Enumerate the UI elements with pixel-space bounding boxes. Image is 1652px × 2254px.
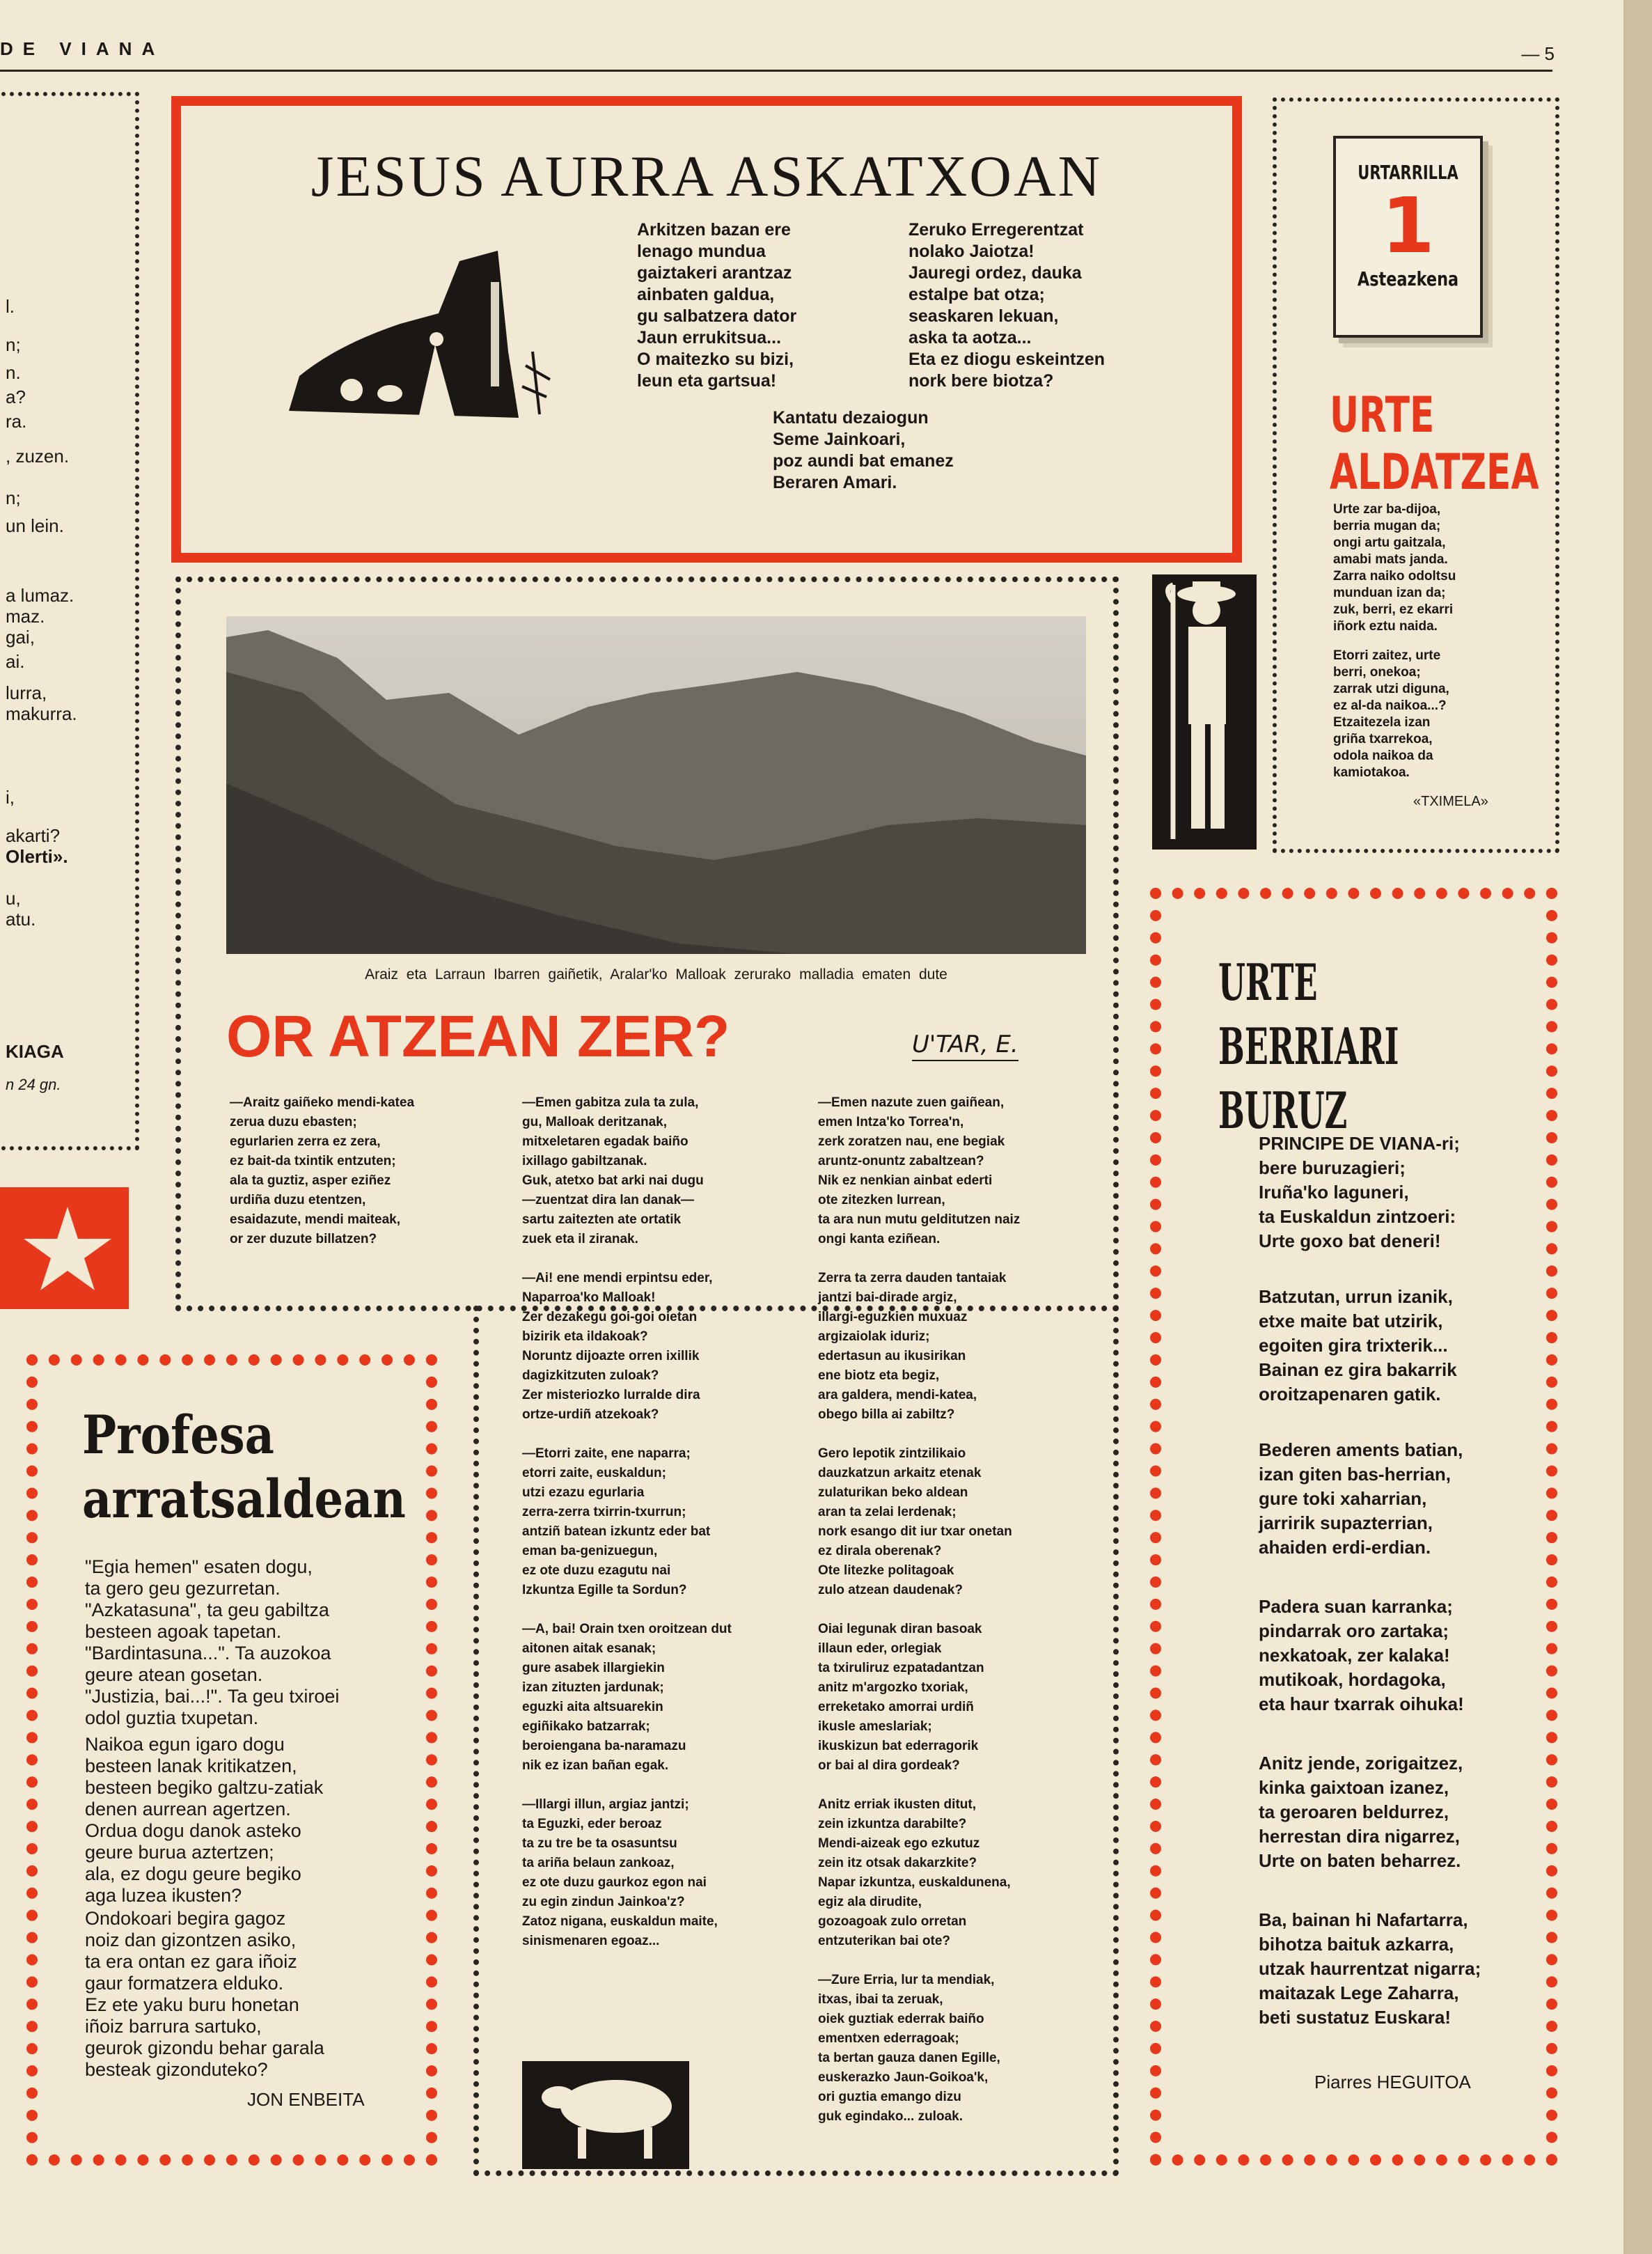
atzean-title: OR ATZEAN ZER? bbox=[226, 1003, 730, 1069]
left-column-line: , zuzen. bbox=[6, 446, 70, 467]
page-edge bbox=[1623, 0, 1652, 2254]
left-column-line: a? bbox=[6, 386, 26, 407]
left-column-line: ra. bbox=[6, 411, 27, 432]
left-column-line: akarti? bbox=[6, 825, 61, 846]
berriari-stanza-3: Bederen aments batian, izan giten bas-herrian, gure toki xaharrian, jarririk supazterrian, ahaiden erdi-erdian. bbox=[1259, 1439, 1463, 1558]
left-column-line: ai. bbox=[6, 651, 25, 672]
left-column-line: KIAGA bbox=[6, 1041, 64, 1062]
left-column-line: n 24 gn. bbox=[6, 1076, 61, 1093]
sheep-woodcut bbox=[522, 2061, 689, 2169]
star-icon bbox=[0, 1187, 129, 1309]
berriari-title: URTE BERRIARI BURUZ bbox=[1218, 953, 1399, 1140]
shepherd-woodcut bbox=[1152, 574, 1257, 850]
mountain-photo bbox=[226, 616, 1086, 954]
left-column-line: maz. bbox=[6, 606, 45, 627]
photo-caption: Araiz eta Larraun Ibarren gaiñetik, Aralar'ko Malloak zerurako malladia ematen dute bbox=[365, 966, 947, 983]
star-box bbox=[0, 1187, 129, 1309]
left-column-line: lurra, bbox=[6, 682, 47, 703]
left-column-line: a lumaz. bbox=[6, 585, 74, 606]
berriari-stanza-4: Padera suan karranka; pindarrak oro zartaka; nexkatoak, zer kalaka! mutikoak, hordagoka, eta haur txarrak oihuka! bbox=[1259, 1596, 1464, 1714]
jesus-title: JESUS AURRA ASKATXOAN bbox=[310, 144, 1103, 209]
header-rule bbox=[0, 70, 1552, 72]
left-column-line: i, bbox=[6, 787, 15, 808]
left-column-line: makurra. bbox=[6, 703, 77, 724]
berriari-stanza-6: Ba, bainan hi Nafartarra, bihotza baituk azkarra, utzak haurrentzat nigarra; maitazak Lege Zaharra, beti sustatuz Euskara! bbox=[1259, 1909, 1481, 2028]
left-column-line: gai, bbox=[6, 627, 35, 648]
berriari-stanza-5: Anitz jende, zorigaitzez, kinka gaixtoan izanez, ta geroaren beldurrez, herrestan dira nigarrez, Urte on baten beharrez. bbox=[1259, 1753, 1463, 1871]
profesa-author: JON ENBEITA bbox=[247, 2089, 365, 2110]
atzean-column-2: —Emen gabitza zula ta zula, gu, Malloak deritzanak, mitxeletaren egadak baiño ixillago gabiltzanak. Guk, atetxo bat arki nai dugu —zuentzat dira lan danak— sartu zaitezten ate ortatik zuek eta il ziranak. —Ai! ene mendi erpintsu eder, Naparroa'ko Malloak! Zer dezakegu goi-goi oietan bizirik eta ildakoak? Noruntz dijoazte orren ixillik dagizkitzuten zuloak? Zer misteriozko lurralde dira ortze-urdiñ atzekoak? —Etorri zaite, ene naparra; etorri zaite, euskaldun; utzi ezazu egurlaria zerra-zerra txirrin-txurrun; antziñ batean izkuntz eder bat eman ba-genizuegun, ez ote duzu ezagutu nai Izkuntza Egille ta Sordun? —A, bai! Orain txen oroitzean dut aitonen aitak esanak; gure asabek illargiekin izan zituzten jardunak; eguzki aita altsuarekin egiñikako batzarrak; beroiengana ba-naramazu nik ez izan bañan egak. —Illargi illun, argiaz jantzi; ta Eguzki, eder beroaz ta zu tre be ta osasuntsu ta ariña belaun zankoaz, ez ote duzu gaurkoz egon nai zu egin zindun Jainkoa'z? Zatoz nigana, euskaldun maite, sinismenaren egoaz... bbox=[522, 1095, 732, 1948]
profesa-stanza-1: "Egia hemen" esaten dogu, ta gero geu gezurretan. "Azkatasuna", ta geu gabiltza besteen agoak tapetan. "Bardintasuna...". Ta auzokoa geure atean gosetan. "Justizia, bai...!". Ta geu txiroei odol guztia txupetan. bbox=[85, 1556, 340, 1728]
calendar-day: 1 bbox=[1381, 181, 1435, 270]
calendar-page bbox=[1333, 136, 1483, 338]
running-title: DE VIANA bbox=[0, 38, 165, 59]
aldatzea-author: «TXIMELA» bbox=[1413, 794, 1488, 809]
left-column-line: un lein. bbox=[6, 515, 64, 536]
nativity-illustration bbox=[275, 247, 567, 428]
left-column-line: u, bbox=[6, 888, 21, 909]
atzean-signature: U'TAR, E. bbox=[912, 1031, 1018, 1061]
profesa-title: Profesa arratsaldean bbox=[82, 1404, 406, 1530]
berriari-stanza-2: Batzutan, urrun izanik, etxe maite bat utzirik, egoiten gira trixterik... Bainan ez gira bakarrik oroitzapenaren gatik. bbox=[1259, 1286, 1457, 1404]
left-column-line: n. bbox=[6, 362, 21, 383]
aldatzea-stanza-2: Etorri zaitez, urte berri, onekoa; zarrak utzi diguna, ez al-da naikoa...? Etzaitezela izan griña txarrekoa, odola naikoa da kamiotakoa. bbox=[1333, 648, 1449, 780]
left-column-line: l. bbox=[6, 296, 15, 317]
left-column-line: n; bbox=[6, 334, 21, 355]
aldatzea-stanza-1: Urte zar ba-dijoa, berria mugan da; ongi artu gaitzala, amabi mats janda. Zarra naiko odoltsu munduan izan da; zuk, berri, ez ekarri iñork eztu naida. bbox=[1333, 502, 1456, 634]
calendar-weekday: Asteazkena bbox=[1357, 267, 1459, 290]
page-number: — 5 bbox=[1521, 43, 1555, 64]
jesus-stanza-2: Zeruko Erregerentzat nolako Jaiotza! Jauregi ordez, dauka estalpe bat otza; seaskaren lekuan, aska ta aotza... Eta ez diogu eskeintzen nork bere biotza? bbox=[908, 220, 1106, 391]
berriari-stanza-1: PRINCIPE DE VIANA-ri; bere buruzagieri; Iruña'ko laguneri, ta Euskaldun zintzoeri: Urte goxo bat deneri! bbox=[1259, 1133, 1460, 1251]
profesa-stanza-2: Naikoa egun igaro dogu besteen lanak kritikatzen, besteen begiko galtzu-zatiak denen aurrean agertzen. Ordua dogu danok asteko geure burua aztertzen; ala, ez dogu geure begiko aga luzea ikusten? bbox=[85, 1734, 324, 1906]
jesus-stanza-1: Arkitzen bazan ere lenago mundua gaiztakeri arantzaz ainbaten galdua, gu salbatzera dator Jaun errukitsua... O maitezko su bizi, leun eta gartsua! bbox=[637, 220, 797, 391]
profesa-stanza-3: Ondokoari begira gagoz noiz dan gizontzen asiko, ta era ontan ez gara iñoiz gaur formatzera elduko. Ez ete yaku buru honetan iñoiz barrura sartuko, geurok gizondu behar garala besteak gizonduteko? bbox=[85, 1908, 324, 2080]
atzean-column-3: —Emen nazute zuen gaiñean, emen Intza'ko Torrea'n, zerk zoratzen nau, ene begiak aruntz-onuntz zabaltzean? Nik ez nenkian ainbat ederti ote zitezken lurrean, ta ara nun mutu gelditutzen naiz ongi kanta eziñean. Zerra ta zerra dauden tantaiak jantzi bai-dirade argiz, illargi-eguzkien muxuaz argizaiolak iduriz; edertasun au ikusirikan ene biotz eta begiz, ara galdera, mendi-katea, obego billa ai zabiltz? Gero lepotik zintzilikaio dauzkatzun arkaitz etenak zulaturikan beko aldean aran ta zelai lerdenak; nork esango dit iur txar onetan ez dirala oberenak? Ote litezke politagoak zulo atzean daudenak? Oiai legunak diran basoak illaun eder, orlegiak ta txiruliruz ezpatadantzan anitz m'argozko txoriak, erreketako amorrai urdiñ ikusle ameslariak; ikuskizun bat ederragorik or bai al dira gordeak? Anitz erriak ikusten ditut, zein izkuntza darabilte? Mendi-aizeak ego ezkutuz zein itz otsak dakarzkite? Napar izkuntza, euskaldunena, egiz ala dirudite, gozoagoak zulo orretan entzuterikan bai ote? —Zure Erria, lur ta mendiak, itxas, ibai ta zeruak, oiek guztiak ederrak baiño ementxen ederragoak; ta bertan gauza danen Egille, euskerazko Jaun-Goikoa'k, ori guztia emango dizu guk egindako... zuloak. bbox=[818, 1095, 1021, 2124]
left-column-line: atu. bbox=[6, 909, 36, 930]
aldatzea-title: URTE ALDATZEA bbox=[1330, 386, 1539, 501]
jesus-stanza-3: Kantatu dezaiogun Seme Jainkoari, poz aundi bat emanez Beraren Amari. bbox=[773, 408, 954, 492]
left-column-line: Olerti». bbox=[6, 846, 68, 867]
calendar-month: URTARRILLA bbox=[1358, 161, 1458, 184]
berriari-author: Piarres HEGUITOA bbox=[1314, 2072, 1471, 2092]
atzean-column-1: —Araitz gaiñeko mendi-katea zerua duzu ebasten; egurlarien zerra ez zera, ez bait-da txintik entzuten; ala ta guztiz, asper eziñez urdiña duzu etentzen, esaidazute, mendi maiteak, or zer duzute billatzen? bbox=[230, 1095, 415, 1246]
left-column-line: n; bbox=[6, 487, 21, 508]
